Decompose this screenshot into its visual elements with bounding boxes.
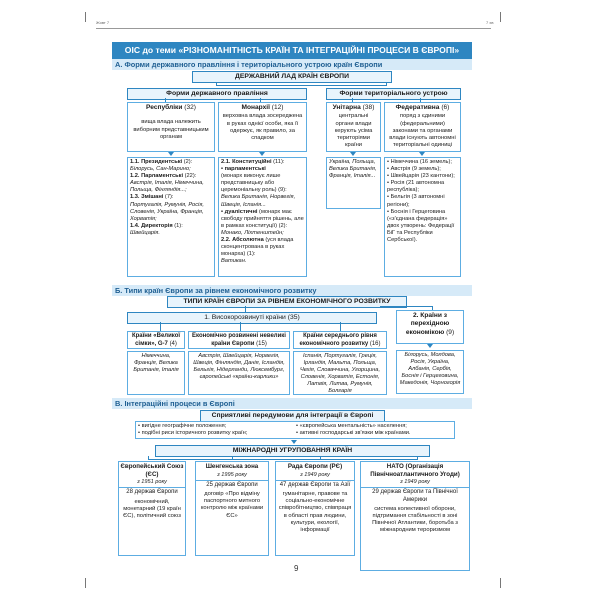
intl-group-year: з 1951 року xyxy=(137,479,167,486)
list-item xyxy=(130,194,212,201)
intl-group-title: Рада Європи (РЄ) xyxy=(287,463,343,470)
g7-countries: Німеччина, Франція, Велика Британія, Італія xyxy=(133,353,179,374)
top-rule xyxy=(96,28,491,29)
list-item xyxy=(130,180,212,194)
small-developed-countries: Австрія, Швейцарія, Норвегія, Швеція, Фінляндія, Данія, Ісландія, Бельгія, Нідерланди, Люксембург, європейські «країни-карлики» xyxy=(193,353,285,381)
medium-level-title: Країни середнього рівня економічного розвитку xyxy=(299,333,377,347)
list-item-text: Ватикан. xyxy=(221,258,247,265)
divider xyxy=(196,480,268,481)
monarchies-list xyxy=(218,157,307,277)
list-item-text: (монарх виконує лише представницьку або церемоніальну роль) (9): xyxy=(221,173,287,194)
g7-count: (4) xyxy=(169,340,177,347)
monarchies-count: (12) xyxy=(271,104,284,111)
federal-list xyxy=(384,157,461,277)
unitary-count: (38) xyxy=(362,104,375,111)
list-item-text: • парламентські xyxy=(221,166,266,173)
list-item: • Німеччина (16 земель); xyxy=(387,159,452,165)
divider xyxy=(119,487,185,488)
list-item xyxy=(221,237,304,258)
federal-count: (6) xyxy=(441,104,450,111)
list-item-text: • дуалістичні xyxy=(221,208,258,215)
list-item: • «європейська ментальність» населення; xyxy=(296,423,407,429)
list-item: • активні господарські зв'язки між країнами. xyxy=(296,430,411,437)
intl-group-desc: гуманітарне, правове та соціально-економічне співробітництво, співпраця в області прав людини, культури, екології, інформації xyxy=(278,491,352,534)
intl-group-desc: договір «Про відміну паспортного митного контролю між країнами ЄС» xyxy=(200,491,264,519)
list-item: • Росія (21 автономна республіка); xyxy=(387,180,445,194)
economic-types-bar: ТИПИ КРАЇН ЄВРОПИ ЗА РІВНЕМ ЕКОНОМІЧНОГО РОЗВИТКУ xyxy=(167,296,407,308)
small-developed-box xyxy=(188,331,290,349)
list-item-text: Австрія, Італія, Німеччина, Польща, Фінляндія...; xyxy=(130,180,204,194)
small-developed-title: Економічно розвинені невеликі країни Європи xyxy=(192,333,286,347)
list-item-text: 1.2. Парламентські xyxy=(130,173,184,180)
unitary-title: Унітарна xyxy=(332,104,361,111)
small-developed-list xyxy=(188,351,290,395)
crop-mark xyxy=(85,578,86,588)
intl-group-box xyxy=(118,461,186,556)
divider xyxy=(361,487,469,488)
monarchies-desc: верховна влада зосереджена в руках однієї особи, яка її одержує, як правило, за спадком xyxy=(222,113,303,142)
crop-mark xyxy=(500,12,501,22)
list-item-text: (монарх має свободу прийняття рішень, але в рамках конституції) (2): xyxy=(221,208,304,229)
list-item-text: (11): xyxy=(271,159,285,165)
connector xyxy=(340,322,341,331)
list-item xyxy=(130,173,212,180)
republics-title: Республіки xyxy=(146,104,183,111)
list-item xyxy=(221,173,304,194)
intl-group-count: 28 держав Європи xyxy=(126,489,178,496)
section-a-heading: А. Форми державного правління і територіального устрою країн Європи xyxy=(112,59,472,70)
crop-mark xyxy=(500,578,501,588)
list-item xyxy=(221,230,304,237)
list-item-text: Португалія, Румунія, Росія, Словенія, Україна, Франція, Хорватія; xyxy=(130,201,204,222)
intl-group-desc: економічний, монетарний (19 країн ЄС), політичний союз xyxy=(123,498,181,519)
transition-count: (9) xyxy=(446,328,455,336)
list-item-text: Монако, Ліхтенштейн; xyxy=(221,229,284,236)
list-item xyxy=(130,159,212,166)
intl-group-year: з 1949 року xyxy=(300,471,330,478)
page-title: ОІС до теми «РІЗНОМАНІТНІСТЬ КРАЇН ТА ІНТЕГРАЦІЙНІ ПРОЦЕСИ В ЄВРОПІ» xyxy=(112,42,472,59)
arrow-down-icon xyxy=(427,344,433,348)
transition-title: 2. Країни з перехідною економікою xyxy=(405,312,450,336)
medium-level-list xyxy=(293,351,387,395)
intl-group-title: Європейський Союз (ЄС) xyxy=(120,463,184,478)
arrow-down-icon xyxy=(168,152,174,156)
g7-title: Країни «Великої сімки», G-7 xyxy=(131,333,181,347)
list-item xyxy=(221,159,304,166)
intl-group-title: Шенгенська зона xyxy=(205,463,259,470)
list-item-text: (2): xyxy=(182,159,193,165)
corner-label-right: 7 хв xyxy=(486,20,494,25)
intl-group-title: НАТО (Організація Північноатлантичного Угоди) xyxy=(370,463,460,478)
intl-group-count: 29 держав Європи та Північної Америки xyxy=(372,489,458,503)
intl-group-year: з 1995 року xyxy=(217,471,247,478)
list-item xyxy=(130,223,212,230)
republics-list xyxy=(127,157,215,277)
list-item xyxy=(130,202,212,223)
medium-level-count: (16) xyxy=(369,340,381,347)
intl-group-year: з 1949 року xyxy=(400,479,430,486)
unitary-countries: Україна, Польща, Велика Британія, Франція, Італія... xyxy=(329,159,377,180)
connector xyxy=(240,322,241,331)
connector xyxy=(380,306,433,307)
section-b-heading: Б. Типи країн Європи за рівнем економічного розвитку xyxy=(112,285,472,296)
territorial-forms-bar: Форми територіального устрою xyxy=(326,88,461,100)
intl-group-count: 47 держав Європи та Азії xyxy=(279,481,351,488)
small-developed-count: (15) xyxy=(256,340,267,347)
transition-economy-box xyxy=(396,310,464,344)
prerequisites-box xyxy=(135,421,455,439)
arrow-down-icon xyxy=(350,152,356,156)
list-item xyxy=(130,230,212,237)
federal-title: Федеративна xyxy=(395,104,440,111)
divider xyxy=(276,480,354,481)
intl-group-box xyxy=(360,461,470,571)
intl-group-box xyxy=(275,461,355,556)
list-item-text: 1.4. Директорія xyxy=(130,222,173,229)
list-item xyxy=(130,166,212,173)
intl-group-box xyxy=(195,461,269,556)
unitary-box xyxy=(326,102,381,152)
g7-list xyxy=(127,351,185,395)
unitary-list xyxy=(326,157,381,209)
state-system-bar: ДЕРЖАВНИЙ ЛАД КРАЇН ЄВРОПИ xyxy=(192,71,392,83)
crop-mark xyxy=(85,12,86,22)
list-item: • вигідне географічне положення; xyxy=(138,423,227,429)
arrow-down-icon xyxy=(419,152,425,156)
medium-level-box xyxy=(293,331,387,349)
list-item-text: (1): xyxy=(172,222,183,229)
developed-count: (35) xyxy=(287,314,300,321)
list-item: • подібні риси історичного розвитку країн; xyxy=(138,430,248,437)
prerequisites-bar: Сприятливі передумови для інтеграції в Європі xyxy=(200,410,385,422)
list-item xyxy=(221,258,304,265)
republics-count: (32) xyxy=(184,104,196,111)
section-c-heading: В. Інтеграційні процеси в Європі xyxy=(112,398,472,409)
medium-level-countries: Іспанія, Португалія, Греція, Ірландія, Мальта, Польща, Чехія, Словаччина, Угорщина, Словенія, Хорватія, Естонія, Латвія, Литва, Румунія, Болгарія xyxy=(299,353,381,395)
list-item: • Боснія і Герцеговина («з'єднана федерація» двох утворень: Федерації БіГ та Республіки Сербської). xyxy=(387,208,455,244)
list-item-text: 1.1. Президентські xyxy=(130,159,183,165)
intl-groups-bar: МІЖНАРОДНІ УГРУПОВАННЯ КРАЇН xyxy=(155,445,430,457)
connector xyxy=(160,322,161,331)
list-item-text: 1.3. Змішані xyxy=(130,194,164,201)
connector xyxy=(386,82,387,86)
list-item-text: (7): xyxy=(163,194,174,201)
connector xyxy=(148,459,418,460)
monarchies-box xyxy=(218,102,307,152)
list-item-text: Білорусь, Сан-Марино; xyxy=(130,166,191,173)
list-item: • Швейцарія (23 кантони); xyxy=(387,173,455,180)
arrow-down-icon xyxy=(291,440,297,444)
republics-box xyxy=(127,102,215,152)
monarchies-title: Монархії xyxy=(241,104,270,111)
list-item-text: 2.1. Конституційні xyxy=(221,159,272,165)
list-item: • Бельгія (3 автономні регіони); xyxy=(387,194,445,208)
list-item-text: (22): xyxy=(183,173,197,180)
list-item-text: Велика Британія, Норвегія, Швеція, Іспанія... xyxy=(221,194,296,208)
list-item-text: (уся влада сконцентрована в руках монарха) (1): xyxy=(221,237,294,258)
list-item: • Австрія (9 земель); xyxy=(387,166,441,173)
intl-group-desc: система колективної оборони, підтримання стабільності в зоні Північної Атлантики, боротьба з міжнародним тероризмом xyxy=(372,505,458,534)
list-item xyxy=(221,194,304,208)
g7-box xyxy=(127,331,185,349)
intl-group-count: 25 держав Європи xyxy=(206,481,258,488)
page-number: 9 xyxy=(294,564,299,573)
list-item-text: Швейцарія. xyxy=(130,229,160,236)
list-item-text: 2.2. Абсолютна xyxy=(221,237,264,244)
republics-desc: вища влада належить виборним представницьким органам xyxy=(133,119,209,140)
transition-list xyxy=(396,350,464,394)
list-item xyxy=(221,209,304,230)
government-forms-bar: Форми державного правління xyxy=(127,88,307,100)
arrow-down-icon xyxy=(259,152,265,156)
unitary-desc: центральні органи влади керують усіма територіями країни xyxy=(334,113,373,149)
list-item xyxy=(221,166,304,173)
developed-title: 1. Високорозвинуті країни xyxy=(204,314,286,321)
federal-box xyxy=(384,102,461,152)
connector xyxy=(216,85,386,86)
corner-label-left: Жовт 7 xyxy=(96,20,110,25)
federal-desc: поряд з єдиними (федеральними) законами та органами влади існують автономні територіальні одиниці xyxy=(389,113,456,149)
transition-countries: Білорусь, Молдова, Росія, Україна, Албанія, Сербія, Боснія і Герцеговина, Македонія, Чорногорія xyxy=(399,352,461,387)
